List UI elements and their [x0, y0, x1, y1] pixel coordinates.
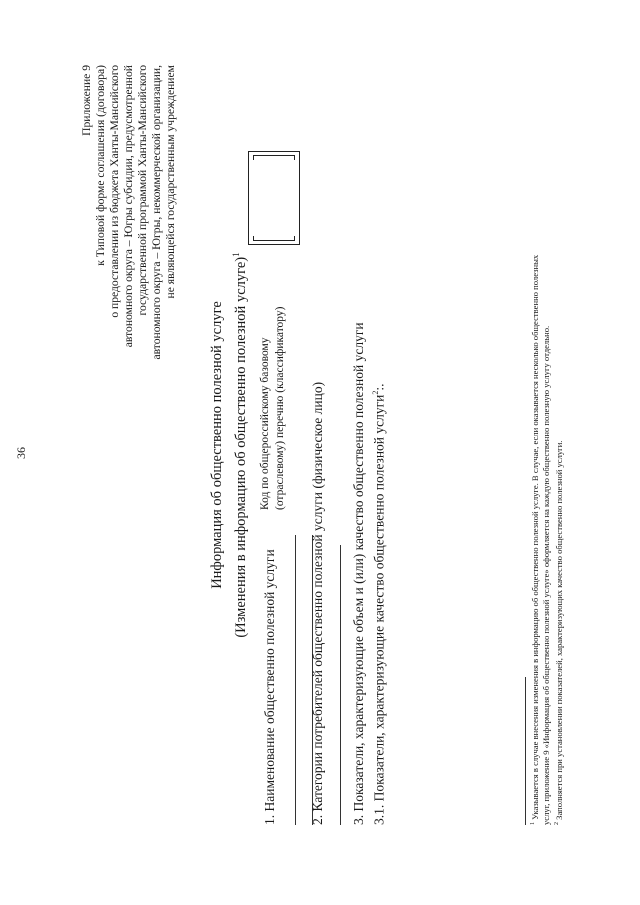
- footnote-2: [552, 65, 565, 825]
- footnote-2-text: Заполняется при установлении показателей, характеризующих качество общественно полезной услуги.: [553, 440, 564, 820]
- title-line-1: Информация об общественно полезной услуге: [209, 301, 225, 589]
- appendix-line-4: автономного округа – Югры субсидии, предусмотренной: [122, 65, 135, 348]
- indicators-footnote-mark: 2: [371, 390, 380, 395]
- indicators-section: [350, 322, 388, 825]
- okved-line-2: (отраслевому) перечню (классификатору): [274, 306, 286, 510]
- title-footnote-mark: 1: [231, 252, 241, 257]
- okved-line-1: Код по общероссийскому базовому: [259, 337, 271, 510]
- appendix-line-7: не являющейся государственным учреждением: [164, 65, 177, 299]
- indicators-line-2-dot: :: [371, 386, 387, 391]
- footnote-separator: [525, 677, 526, 825]
- footnotes: [528, 65, 565, 825]
- appendix-header: [80, 65, 178, 585]
- title-line-2: [227, 185, 251, 705]
- footnote-2-mark: 2: [553, 822, 560, 825]
- service-name-line-1: [295, 535, 296, 825]
- appendix-line-1: Приложение 9: [80, 65, 93, 136]
- service-name-label: 1. Наименование общественно полезной услуги: [262, 549, 277, 825]
- page-number: 36: [14, 447, 28, 459]
- indicators-line-1: 3. Показатели, характеризующие объем и (или) качество общественно полезной услуги: [351, 322, 366, 825]
- appendix-line-5: государственной программой Ханты-Мансийского: [136, 65, 149, 316]
- okved-code-box: [248, 151, 300, 245]
- footnote-1-text: Указывается в случае внесения изменения в информацию об общественно полезной услуге. В случае, если оказывается несколько общественно полезных: [529, 254, 540, 820]
- indicators-line-2: [367, 322, 388, 825]
- footnote-1-mark: 1: [530, 822, 536, 825]
- appendix-line-3: о предоставлении из бюджета Ханты-Мансийского: [108, 65, 121, 318]
- indicators-line-2-text: 3.1. Показатели, характеризующие качество общественно полезной услуги: [371, 394, 387, 825]
- footnote-1-line-2: услуг, приложение 9 «Информация об общественно полезной услуге» оформляется на каждую общественно полезную услугу отдельно.: [540, 325, 551, 825]
- title-line-2-text: (Изменения в информацию об общественно полезной услуге): [232, 256, 249, 638]
- indicators-line-2-tail: .: [371, 383, 387, 387]
- document-title: [208, 185, 251, 705]
- consumers-line: [340, 545, 341, 825]
- appendix-line-6: автономного округа – Югры, некоммерческой организации,: [150, 65, 163, 360]
- consumers-label: 2. Категории потребителей общественно полезной услуги (физическое лицо): [310, 381, 325, 825]
- okved-code-label: [258, 307, 288, 511]
- appendix-line-2: к Типовой форме соглашения (договора): [94, 65, 107, 266]
- footnote-1-line-1: [528, 65, 541, 825]
